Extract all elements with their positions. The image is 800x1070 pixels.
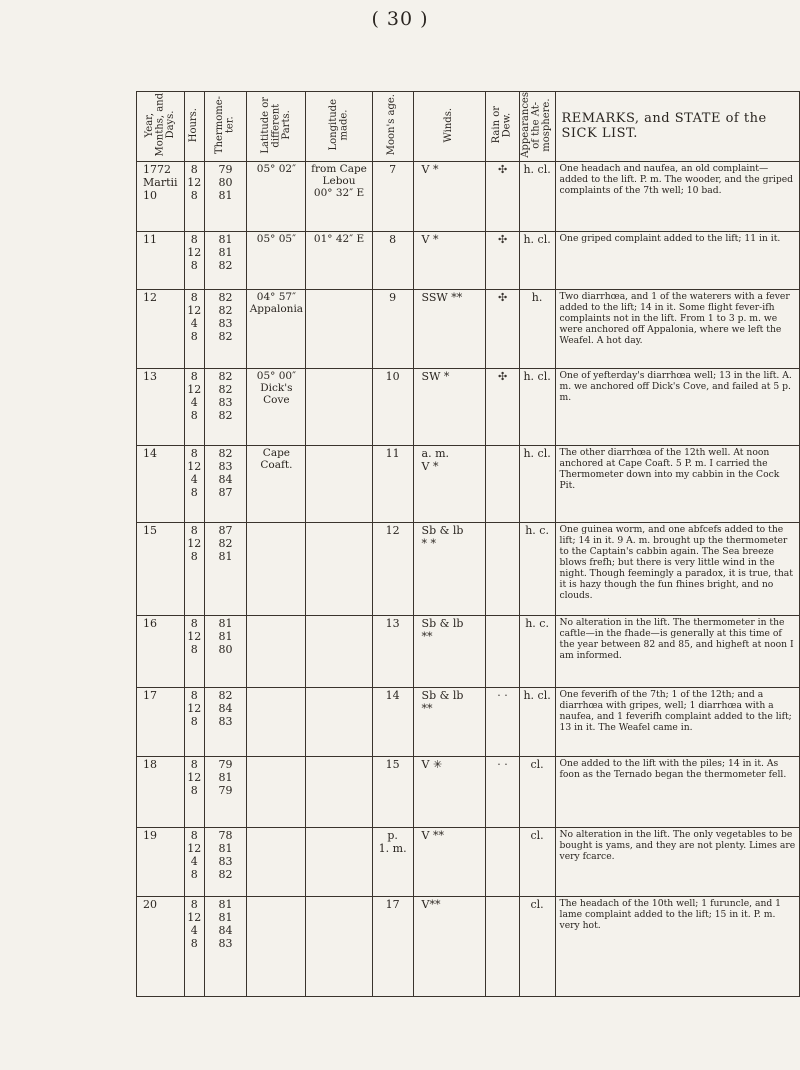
latitude-cell: [247, 289, 306, 368]
winds-cell-line: a. m.: [421, 446, 450, 460]
thermometer-cell: [204, 289, 247, 368]
date-cell: [137, 615, 185, 687]
winds-cell: [413, 522, 486, 615]
thermometer-cell-line: 78: [218, 828, 233, 842]
hours-cell-line: 12: [187, 245, 202, 259]
remarks-cell: One griped complaint added to the lift; 11 in it.: [555, 231, 800, 289]
thermometer-cell-line: 84: [218, 701, 233, 715]
appearance-cell: h. cl.: [519, 445, 555, 522]
hours-cell-line: 8: [190, 162, 198, 176]
header-winds: Winds.: [413, 92, 486, 162]
moon-age-cell: 15: [372, 756, 413, 827]
thermometer-cell-line: 81: [218, 232, 233, 246]
hours-cell: [184, 687, 204, 756]
hours-cell: [184, 289, 204, 368]
appearance-cell: cl.: [519, 827, 555, 896]
date-cell: [137, 231, 185, 289]
thermometer-cell-line: 83: [218, 854, 233, 868]
thermometer-cell-line: 83: [218, 936, 233, 950]
date-cell-line: 17: [143, 688, 157, 702]
header-appearances: Appearances of the At- mosphere.: [519, 92, 555, 162]
latitude-cell: [247, 231, 306, 289]
hours-cell-line: 8: [190, 258, 198, 272]
latitude-cell-line: 05° 02″: [256, 162, 297, 175]
hours-cell-line: 12: [187, 536, 202, 550]
thermometer-cell: [204, 615, 247, 687]
hours-cell-line: 8: [190, 867, 198, 881]
thermometer-cell-line: 81: [218, 770, 233, 784]
moon-age-cell: p. 1. m.: [372, 827, 413, 896]
thermometer-cell-line: 83: [218, 459, 233, 473]
hours-cell-line: 4: [190, 472, 198, 486]
moon-age-cell: 7: [372, 161, 413, 231]
remarks-cell: One feverifh of the 7th; 1 of the 12th; and a diarrhœa with gripes, well; 1 diarrhœa with a naufea, and 1 feverifh complaint added to the lift; 13 in it. The Weafel came in.: [555, 687, 800, 756]
thermometer-cell: [204, 687, 247, 756]
table-row: [137, 615, 800, 687]
header-remarks: REMARKS, and STATE of the SICK LIST.: [555, 92, 800, 162]
thermometer-cell-line: 82: [218, 258, 233, 272]
thermometer-cell-line: 84: [218, 923, 233, 937]
table-row: [137, 827, 800, 896]
date-cell: [137, 368, 185, 445]
thermometer-cell-line: 82: [218, 290, 233, 304]
moon-age-cell: 10: [372, 368, 413, 445]
moon-age-cell: 12: [372, 522, 413, 615]
hours-cell: [184, 445, 204, 522]
date-cell-line: 1772: [143, 162, 171, 176]
longitude-cell-line: from Cape: [311, 162, 367, 175]
thermometer-cell-line: 82: [218, 329, 233, 343]
winds-cell-line: Sb & lb: [421, 616, 464, 630]
hours-cell: [184, 231, 204, 289]
latitude-cell: [247, 687, 306, 756]
longitude-cell: [306, 289, 372, 368]
latitude-cell: [247, 522, 306, 615]
rain-dew-cell: · ·: [486, 687, 519, 756]
winds-cell-line: V *: [421, 459, 439, 473]
thermometer-cell-line: 82: [218, 369, 233, 383]
winds-cell-line: V *: [421, 232, 439, 246]
rain-dew-cell: [486, 445, 519, 522]
latitude-cell: [247, 368, 306, 445]
date-cell-line: 14: [143, 446, 157, 460]
date-cell: [137, 445, 185, 522]
moon-age-cell: 8: [372, 231, 413, 289]
latitude-cell-line: 04° 57″: [256, 290, 297, 303]
hours-cell: [184, 827, 204, 896]
hours-cell-line: 8: [190, 936, 198, 950]
date-cell: [137, 756, 185, 827]
moon-age-cell: 17: [372, 896, 413, 996]
thermometer-cell-line: 79: [218, 757, 233, 771]
rain-dew-cell: [486, 615, 519, 687]
thermometer-cell-line: 83: [218, 714, 233, 728]
hours-cell-line: 8: [190, 408, 198, 422]
hours-cell-line: 8: [190, 757, 198, 771]
latitude-cell-line: Cove: [263, 393, 290, 406]
winds-cell-line: SSW **: [421, 290, 463, 304]
longitude-cell: [306, 827, 372, 896]
latitude-cell-line: 05° 05″: [256, 232, 297, 245]
thermometer-cell: [204, 445, 247, 522]
remarks-cell: The other diarrhœa of the 12th well. At noon anchored at Cape Coaft. 5 P. m. I carried the Thermometer down into my cabbin in the Cock Pit.: [555, 445, 800, 522]
thermometer-cell: [204, 368, 247, 445]
thermometer-cell-line: 82: [218, 536, 233, 550]
longitude-cell: [306, 161, 372, 231]
header-latitude: Latitude or different Parts.: [247, 92, 306, 162]
winds-cell-line: * *: [421, 536, 437, 550]
date-cell: [137, 896, 185, 996]
latitude-cell: [247, 896, 306, 996]
hours-cell-line: 8: [190, 828, 198, 842]
date-cell-line: 19: [143, 828, 157, 842]
moon-age-cell: 9: [372, 289, 413, 368]
thermometer-cell-line: 81: [218, 245, 233, 259]
thermometer-cell-line: 81: [218, 629, 233, 643]
remarks-cell: No alteration in the lift. The only vegetables to be bought is yams, and they are not plenty. Limes are very fcarce.: [555, 827, 800, 896]
appearance-cell: h. c.: [519, 615, 555, 687]
hours-cell-line: 8: [190, 688, 198, 702]
thermometer-cell-line: 80: [218, 175, 233, 189]
thermometer-cell-line: 83: [218, 316, 233, 330]
header-hours: Hours.: [184, 92, 204, 162]
hours-cell-line: 4: [190, 923, 198, 937]
hours-cell-line: 8: [190, 485, 198, 499]
winds-cell: [413, 615, 486, 687]
longitude-cell: [306, 445, 372, 522]
date-cell-line: 10: [143, 188, 157, 202]
header-moon: Moon's age.: [372, 92, 413, 162]
winds-cell: [413, 161, 486, 231]
table-row: [137, 161, 800, 231]
hours-cell-line: 4: [190, 316, 198, 330]
date-cell-line: 18: [143, 757, 157, 771]
table-row: [137, 368, 800, 445]
rain-dew-cell: [486, 896, 519, 996]
latitude-cell-line: 05° 00″: [256, 369, 297, 382]
thermometer-cell-line: 87: [218, 523, 233, 537]
thermometer-cell-line: 83: [218, 395, 233, 409]
hours-cell-line: 8: [190, 446, 198, 460]
winds-cell: [413, 687, 486, 756]
table-row: [137, 445, 800, 522]
table-row: [137, 896, 800, 996]
longitude-cell: [306, 522, 372, 615]
hours-cell-line: 4: [190, 854, 198, 868]
thermometer-cell-line: 79: [218, 162, 233, 176]
winds-cell-line: V ✳: [421, 757, 443, 771]
thermometer-cell-line: 82: [218, 408, 233, 422]
date-cell-line: 15: [143, 523, 157, 537]
table-row: [137, 687, 800, 756]
latitude-cell: [247, 161, 306, 231]
remarks-cell: No alteration in the lift. The thermometer in the caftle—in the fhade—is generally at this time of the year between 82 and 85, and higheft at noon I am informed.: [555, 615, 800, 687]
hours-cell-line: 8: [190, 523, 198, 537]
date-cell-line: 16: [143, 616, 157, 630]
date-cell: [137, 161, 185, 231]
hours-cell: [184, 522, 204, 615]
longitude-cell: [306, 687, 372, 756]
thermometer-cell: [204, 896, 247, 996]
winds-cell: [413, 368, 486, 445]
hours-cell-line: 12: [187, 841, 202, 855]
thermometer-cell-line: 81: [218, 616, 233, 630]
rain-dew-cell: [486, 522, 519, 615]
date-cell: [137, 522, 185, 615]
hours-cell-line: 8: [190, 369, 198, 383]
table-row: [137, 756, 800, 827]
header-rain: Rain or Dew.: [486, 92, 519, 162]
date-cell-line: 12: [143, 290, 157, 304]
thermometer-cell-line: 81: [218, 897, 233, 911]
appearance-cell: h. c.: [519, 522, 555, 615]
thermometer-cell-line: 81: [218, 910, 233, 924]
winds-cell-line: **: [421, 629, 433, 643]
table-row: [137, 231, 800, 289]
remarks-cell: One guinea worm, and one abfcefs added to the lift; 14 in it. 9 A. m. brought up the thermometer to the Captain's cabbin again. The Sea breeze blows frefh; but there is very little wind in the night. Though feemingly a paradox, it is true, that it is hazy though the fun fhines bright, and no clouds.: [555, 522, 800, 615]
header-longitude: Longitude made.: [306, 92, 372, 162]
latitude-cell: [247, 827, 306, 896]
rain-dew-cell: ✣: [486, 368, 519, 445]
appearance-cell: h. cl.: [519, 687, 555, 756]
longitude-cell: [306, 368, 372, 445]
winds-cell: [413, 756, 486, 827]
hours-cell-line: 8: [190, 329, 198, 343]
winds-cell-line: SW *: [421, 369, 450, 383]
hours-cell-line: 12: [187, 701, 202, 715]
thermometer-cell-line: 81: [218, 549, 233, 563]
hours-cell: [184, 368, 204, 445]
latitude-cell-line: Dick's: [260, 381, 293, 394]
winds-cell-line: Sb & lb: [421, 688, 464, 702]
header-row: [137, 92, 800, 162]
winds-cell-line: V *: [421, 162, 439, 176]
hours-cell-line: 8: [190, 783, 198, 797]
hours-cell-line: 12: [187, 910, 202, 924]
winds-cell: [413, 896, 486, 996]
hours-cell: [184, 161, 204, 231]
date-cell-line: 20: [143, 897, 157, 911]
hours-cell-line: 8: [190, 290, 198, 304]
thermometer-cell: [204, 231, 247, 289]
hours-cell-line: 4: [190, 395, 198, 409]
thermometer-cell: [204, 827, 247, 896]
hours-cell-line: 12: [187, 382, 202, 396]
rain-dew-cell: ✣: [486, 289, 519, 368]
moon-age-cell: 11: [372, 445, 413, 522]
moon-age-cell: 14: [372, 687, 413, 756]
date-cell-line: 11: [143, 232, 157, 246]
winds-cell-line: **: [421, 701, 433, 715]
latitude-cell: [247, 756, 306, 827]
winds-cell: [413, 827, 486, 896]
thermometer-cell-line: 79: [218, 783, 233, 797]
rain-dew-cell: [486, 827, 519, 896]
rain-dew-cell: · ·: [486, 756, 519, 827]
thermometer-cell-line: 84: [218, 472, 233, 486]
thermometer-cell: [204, 522, 247, 615]
weather-log-table: [136, 91, 800, 997]
hours-cell-line: 12: [187, 175, 202, 189]
remarks-cell: Two diarrhœa, and 1 of the waterers with a fever added to the lift; 14 in it. Some flight fever-ifh complaints not in the lift. From 1 to 3 p. m. we were anchored off Appalonia, where we left the Weafel. A hot day.: [555, 289, 800, 368]
thermometer-cell-line: 80: [218, 642, 233, 656]
header-date: Year, Months, and Days.: [137, 92, 185, 162]
latitude-cell: [247, 445, 306, 522]
thermometer-cell-line: 81: [218, 188, 233, 202]
page-number: ( 30 ): [371, 8, 429, 30]
hours-cell-line: 12: [187, 770, 202, 784]
remarks-cell: One added to the lift with the piles; 14 in it. As foon as the Ternado began the thermometer fell.: [555, 756, 800, 827]
hours-cell-line: 8: [190, 714, 198, 728]
hours-cell-line: 8: [190, 549, 198, 563]
hours-cell-line: 8: [190, 188, 198, 202]
latitude-cell-line: Appalonia: [249, 302, 304, 315]
longitude-cell-line: 01° 42″ E: [313, 232, 365, 245]
hours-cell-line: 12: [187, 303, 202, 317]
thermometer-cell-line: 82: [218, 382, 233, 396]
appearance-cell: h. cl.: [519, 368, 555, 445]
hours-cell-line: 12: [187, 629, 202, 643]
hours-cell: [184, 896, 204, 996]
winds-cell: [413, 231, 486, 289]
longitude-cell: [306, 896, 372, 996]
thermometer-cell-line: 82: [218, 446, 233, 460]
longitude-cell: [306, 756, 372, 827]
latitude-cell: [247, 615, 306, 687]
thermometer-cell-line: 82: [218, 688, 233, 702]
date-cell-line: 13: [143, 369, 157, 383]
winds-cell-line: Sb & lb: [421, 523, 464, 537]
rain-dew-cell: ✣: [486, 161, 519, 231]
rain-dew-cell: ✣: [486, 231, 519, 289]
thermometer-cell: [204, 161, 247, 231]
hours-cell-line: 8: [190, 642, 198, 656]
thermometer-cell-line: 82: [218, 303, 233, 317]
winds-cell: [413, 445, 486, 522]
longitude-cell: [306, 615, 372, 687]
table-row: [137, 289, 800, 368]
longitude-cell-line: 00° 32″ E: [313, 186, 365, 199]
latitude-cell-line: Coaft.: [260, 458, 293, 471]
longitude-cell: [306, 231, 372, 289]
date-cell: [137, 827, 185, 896]
remarks-cell: One headach and naufea, an old complaint— added to the lift. P. m. The wooder, and the griped complaints of the 7th well; 10 bad.: [555, 161, 800, 231]
hours-cell-line: 8: [190, 897, 198, 911]
appearance-cell: h.: [519, 289, 555, 368]
table-row: [137, 522, 800, 615]
header-thermometer: Thermome- ter.: [204, 92, 247, 162]
appearance-cell: h. cl.: [519, 231, 555, 289]
winds-cell-line: V**: [421, 897, 441, 911]
hours-cell-line: 8: [190, 232, 198, 246]
appearance-cell: cl.: [519, 896, 555, 996]
latitude-cell-line: Cape: [262, 446, 291, 459]
date-cell: [137, 687, 185, 756]
winds-cell: [413, 289, 486, 368]
thermometer-cell-line: 82: [218, 867, 233, 881]
thermometer-cell-line: 87: [218, 485, 233, 499]
thermometer-cell-line: 81: [218, 841, 233, 855]
winds-cell-line: V **: [421, 828, 444, 842]
date-cell-line: Martii: [143, 175, 178, 189]
hours-cell-line: 12: [187, 459, 202, 473]
hours-cell: [184, 615, 204, 687]
hours-cell: [184, 756, 204, 827]
hours-cell-line: 8: [190, 616, 198, 630]
appearance-cell: h. cl.: [519, 161, 555, 231]
longitude-cell-line: Lebou: [322, 174, 356, 187]
moon-age-cell: 13: [372, 615, 413, 687]
remarks-cell: The headach of the 10th well; 1 furuncle, and 1 lame complaint added to the lift; 15 in it. P. m. very hot.: [555, 896, 800, 996]
remarks-cell: One of yefterday's diarrhœa well; 13 in the lift. A. m. we anchored off Dick's Cove, and failed at 5 p. m.: [555, 368, 800, 445]
date-cell: [137, 289, 185, 368]
thermometer-cell: [204, 756, 247, 827]
appearance-cell: cl.: [519, 756, 555, 827]
